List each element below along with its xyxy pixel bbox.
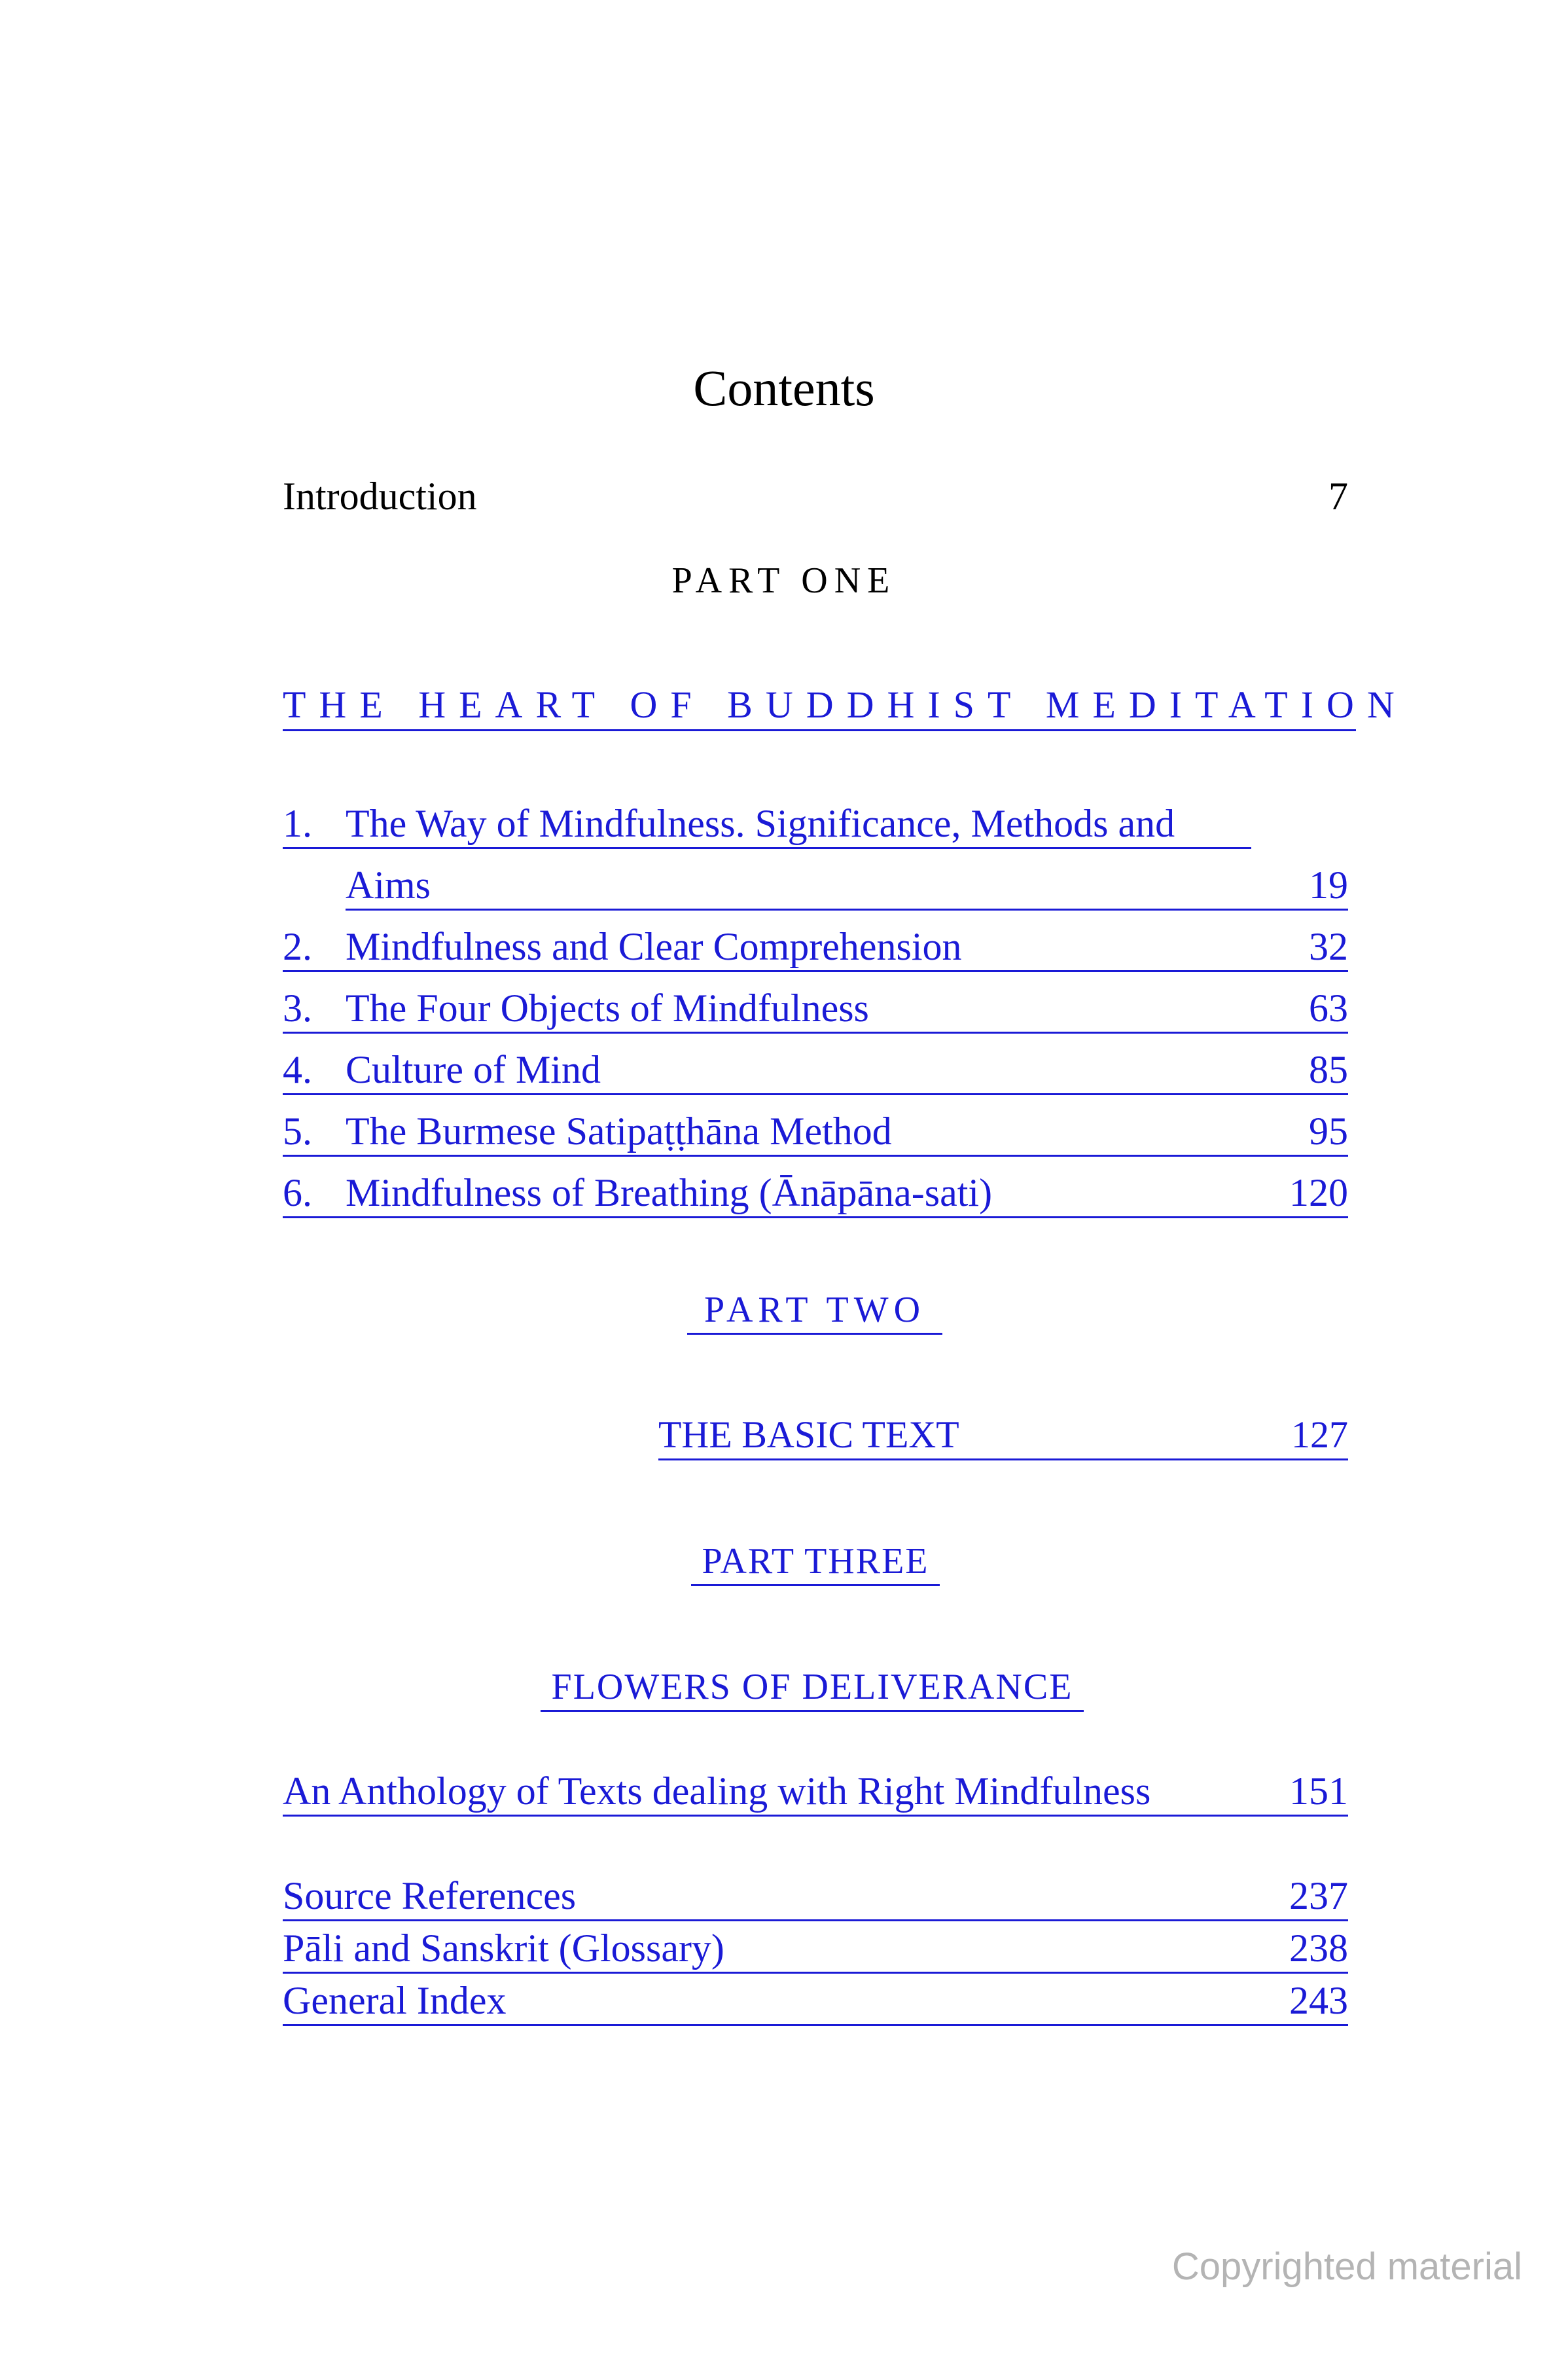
- toc-entry-3-link[interactable]: [283, 985, 1348, 1034]
- toc-entry-title: General Index: [283, 1979, 507, 2022]
- toc-entry-number: 3.: [283, 987, 312, 1030]
- toc-entry-page: 127: [1291, 1413, 1348, 1456]
- toc-entry-introduction: [283, 470, 1348, 522]
- copyright-watermark: Copyrighted material: [1171, 2245, 1522, 2288]
- toc-entry-page: 7: [1328, 475, 1348, 518]
- toc-entry-title: Aims: [346, 863, 431, 907]
- part-two-label-link[interactable]: PART TWO: [687, 1287, 942, 1335]
- toc-entry-4-link[interactable]: [283, 1046, 1348, 1095]
- toc-entry-title: Source References: [283, 1874, 577, 1917]
- toc-entry-title: Culture of Mind: [346, 1048, 601, 1091]
- toc-entry-page: 85: [1309, 1048, 1348, 1091]
- part-three-heading-link[interactable]: FLOWERS OF DELIVERANCE: [541, 1664, 1084, 1712]
- toc-entry-page: 120: [1289, 1171, 1348, 1214]
- page-title: Contents: [693, 359, 875, 416]
- toc-entry-source-references-link[interactable]: [283, 1872, 1348, 1921]
- toc-entry-6-link[interactable]: [283, 1169, 1348, 1218]
- toc-entry-title: Introduction: [283, 475, 477, 518]
- toc-entry-title: The Burmese Satipaṭṭhāna Method: [346, 1110, 892, 1153]
- toc-entry-number: 5.: [283, 1110, 312, 1153]
- part-one-heading-link[interactable]: THE HEART OF BUDDHIST MEDITATION: [283, 681, 1356, 731]
- toc-entry-title: The Four Objects of Mindfulness: [346, 987, 869, 1030]
- toc-entry-title: The Way of Mindfulness. Significance, Methods and: [346, 802, 1175, 845]
- toc-entry-page: 32: [1309, 925, 1348, 968]
- toc-entry-page: 238: [1289, 1927, 1348, 1970]
- toc-entry-general-index-link[interactable]: [283, 1977, 1348, 2026]
- toc-entry-number: 6.: [283, 1171, 312, 1214]
- toc-entry-page: 151: [1289, 1769, 1348, 1813]
- toc-entry-title: Mindfulness and Clear Comprehension: [346, 925, 962, 968]
- toc-entry-number: 4.: [283, 1048, 312, 1091]
- toc-entry-page: 95: [1309, 1110, 1348, 1153]
- toc-entry-2-link[interactable]: [283, 923, 1348, 972]
- toc-entry-title: THE BASIC TEXT: [658, 1413, 959, 1456]
- toc-entry-glossary-link[interactable]: [283, 1925, 1348, 1974]
- toc-entry-1-continued-link[interactable]: [346, 861, 1348, 911]
- part-three-label-link[interactable]: PART THREE: [691, 1538, 940, 1586]
- toc-entry-page: 237: [1289, 1874, 1348, 1917]
- part-one-label: PART ONE: [671, 560, 897, 601]
- toc-entry-title: An Anthology of Texts dealing with Right Mindfulness: [283, 1769, 1151, 1813]
- toc-entry-number: 2.: [283, 925, 312, 968]
- toc-entry-page: 63: [1309, 987, 1348, 1030]
- toc-entry-1-link[interactable]: [283, 800, 1251, 849]
- toc-entry-title: Pāli and Sanskrit (Glossary): [283, 1927, 724, 1970]
- toc-entry-number: 1.: [283, 802, 312, 845]
- part-two-heading-link[interactable]: [658, 1411, 1348, 1460]
- toc-entry-page: 243: [1289, 1979, 1348, 2022]
- toc-entry-5-link[interactable]: [283, 1108, 1348, 1157]
- toc-entry-title: Mindfulness of Breathing (Ānāpāna-sati): [346, 1171, 993, 1214]
- toc-entry-page: 19: [1309, 863, 1348, 907]
- toc-entry-anthology-link[interactable]: [283, 1767, 1348, 1817]
